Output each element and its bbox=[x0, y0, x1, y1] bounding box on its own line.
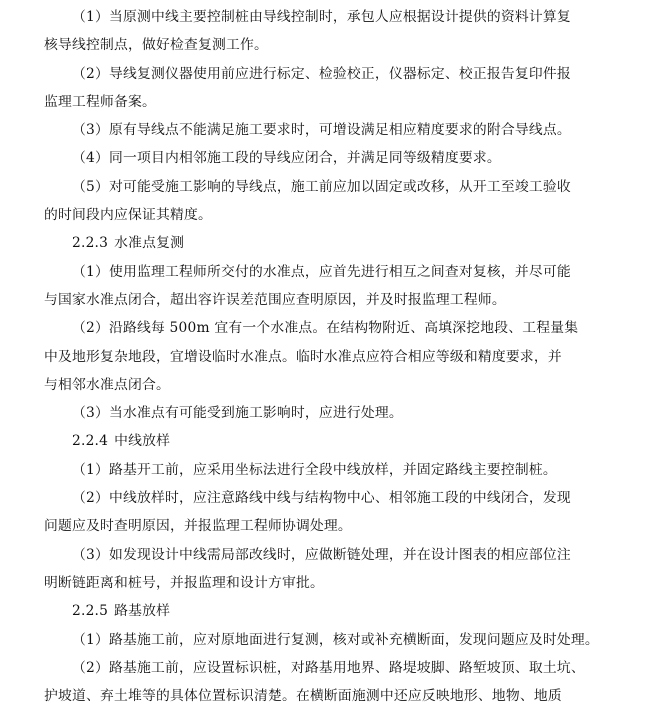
section-title: 水准点复测 bbox=[114, 235, 185, 252]
text-line: （1）路基施工前，应对原地面进行复测，核对或补充横断面，发现问题应及时处理。 bbox=[72, 631, 599, 648]
text-line: 的时间段内应保证其精度。 bbox=[44, 207, 212, 224]
text-line: （2）导线复测仪器使用前应进行标定、检验校正，仪器标定、校正报告复印件报 bbox=[72, 65, 571, 82]
paragraph-add-traverse-points bbox=[44, 116, 604, 144]
section-heading-subgrade bbox=[44, 597, 604, 625]
text-line: （3）原有导线点不能满足施工要求时，可增设满足相应精度要求的附合导线点。 bbox=[72, 122, 571, 139]
document-body bbox=[44, 3, 604, 710]
text-line: （1）路基开工前，应采用坐标法进行全段中线放样，并固定路线主要控制桩。 bbox=[72, 461, 557, 478]
text-line: （5）对可能受施工影响的导线点，施工前应加以固定或改移，从开工至竣工验收 bbox=[72, 178, 571, 195]
paragraph-subgrade-stakes bbox=[44, 654, 604, 710]
paragraph-centerline-coordinate bbox=[44, 456, 604, 484]
paragraph-benchmark-spacing bbox=[44, 314, 604, 399]
text-line: 问题应及时查明原因，并报监理工程师协调处理。 bbox=[44, 518, 352, 535]
text-line: （4）同一项目内相邻施工段的导线应闭合，并满足同等级精度要求。 bbox=[72, 150, 501, 167]
text-line: （3）当水准点有可能受到施工影响时，应进行处理。 bbox=[72, 405, 403, 422]
section-number: 2.2.4 bbox=[72, 433, 109, 450]
paragraph-protect-traverse-points bbox=[44, 173, 604, 230]
section-title: 路基放样 bbox=[114, 603, 171, 620]
text-line: （2）路基施工前，应设置标识桩，对路基用地界、路堤坡脚、路堑坡顶、取土坑、 bbox=[72, 659, 585, 676]
text-line: （1）当原测中线主要控制桩由导线控制时，承包人应根据设计提供的资料计算复 bbox=[72, 9, 571, 25]
text-line: 核导线控制点，做好检查复测工作。 bbox=[44, 37, 268, 54]
text-line: 中及地形复杂地段，宜增设临时水准点。临时水准点应符合相应等级和精度要求，并 bbox=[44, 348, 562, 365]
text-line: 护坡道、弃土堆等的具体位置标识清楚。在横断面施测中还应反映地形、地物、地质 bbox=[44, 688, 562, 705]
text-line: （3）如发现设计中线需局部改线时，应做断链处理，并在设计图表的相应部位注 bbox=[72, 546, 571, 563]
section-number: 2.2.5 bbox=[72, 603, 109, 620]
text-line: 明断链距离和桩号，并报监理和设计方审批。 bbox=[44, 574, 324, 591]
paragraph-subgrade-resurvey bbox=[44, 626, 604, 654]
paragraph-benchmark-protection bbox=[44, 399, 604, 427]
section-title: 中线放样 bbox=[114, 433, 171, 450]
paragraph-centerline-closure bbox=[44, 484, 604, 541]
paragraph-instrument-calibration bbox=[44, 60, 604, 117]
paragraph-traverse-closure bbox=[44, 144, 604, 172]
text-line: 监理工程师备案。 bbox=[44, 93, 156, 110]
section-heading-benchmark bbox=[44, 229, 604, 257]
paragraph-benchmark-check bbox=[44, 258, 604, 315]
section-heading-centerline bbox=[44, 427, 604, 455]
text-line: （2）沿路线每 500m 宜有一个水准点。在结构物附近、高填深挖地段、工程量集 bbox=[72, 320, 579, 337]
paragraph-centerline-realignment bbox=[44, 541, 604, 598]
text-line: 与相邻水准点闭合。 bbox=[44, 376, 170, 393]
section-number: 2.2.3 bbox=[72, 235, 109, 252]
text-line: 与国家水准点闭合，超出容许误差范围应查明原因，并及时报监理工程师。 bbox=[44, 291, 506, 308]
text-line: （2）中线放样时，应注意路线中线与结构物中心、相邻施工段的中线闭合，发现 bbox=[72, 490, 571, 507]
text-line: （1）使用监理工程师所交付的水准点，应首先进行相互之间查对复核，并尽可能 bbox=[72, 263, 571, 280]
paragraph-control-pile bbox=[44, 3, 604, 60]
